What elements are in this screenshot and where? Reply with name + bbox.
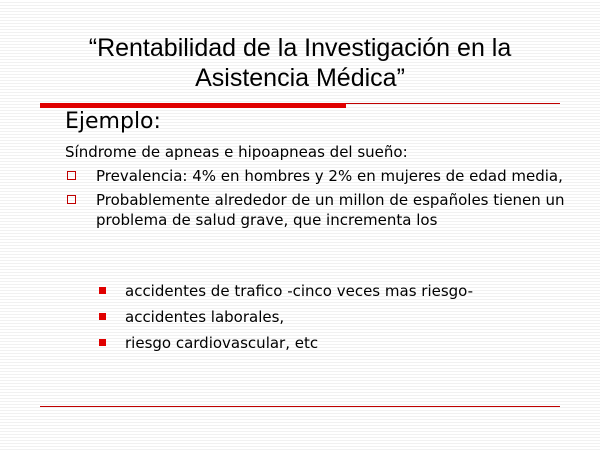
bullet-list [65,166,565,234]
bullet-item-probablemente [65,190,565,230]
sub-bullet-item-trafico [96,281,566,301]
footer-divider-line [40,406,560,407]
filled-square-bullet-icon [99,339,106,346]
bullet-text: Prevalencia: 4% en hombres y 2% en mujeres de edad media, [96,167,563,185]
sub-bullet-text: accidentes de trafico -cinco veces mas riesgo- [125,282,474,300]
sub-bullet-item-laborales [96,307,566,327]
slide-title-line-1: “Rentabilidad de la Investigación en la [88,34,512,62]
sub-bullet-item-cardiovascular [96,333,566,353]
section-heading: Ejemplo: [65,109,161,134]
slide-title-line-2: Asistencia Médica” [195,64,405,92]
bullet-text: Probablemente alrededor de un millon de españoles tienen un problema de salud grave, que incrementa los [96,191,565,229]
hollow-square-bullet-icon [67,171,76,180]
sub-bullet-text: riesgo cardiovascular, etc [125,334,319,352]
hollow-square-bullet-icon [67,195,76,204]
intro-text: Síndrome de apneas e hipoapneas del sueño: [65,143,408,161]
sub-bullet-list [96,281,566,359]
sub-bullet-text: accidentes laborales, [125,308,285,326]
bullet-item-prevalencia [65,166,565,186]
filled-square-bullet-icon [99,313,106,320]
filled-square-bullet-icon [99,287,106,294]
slide-title [20,33,580,93]
